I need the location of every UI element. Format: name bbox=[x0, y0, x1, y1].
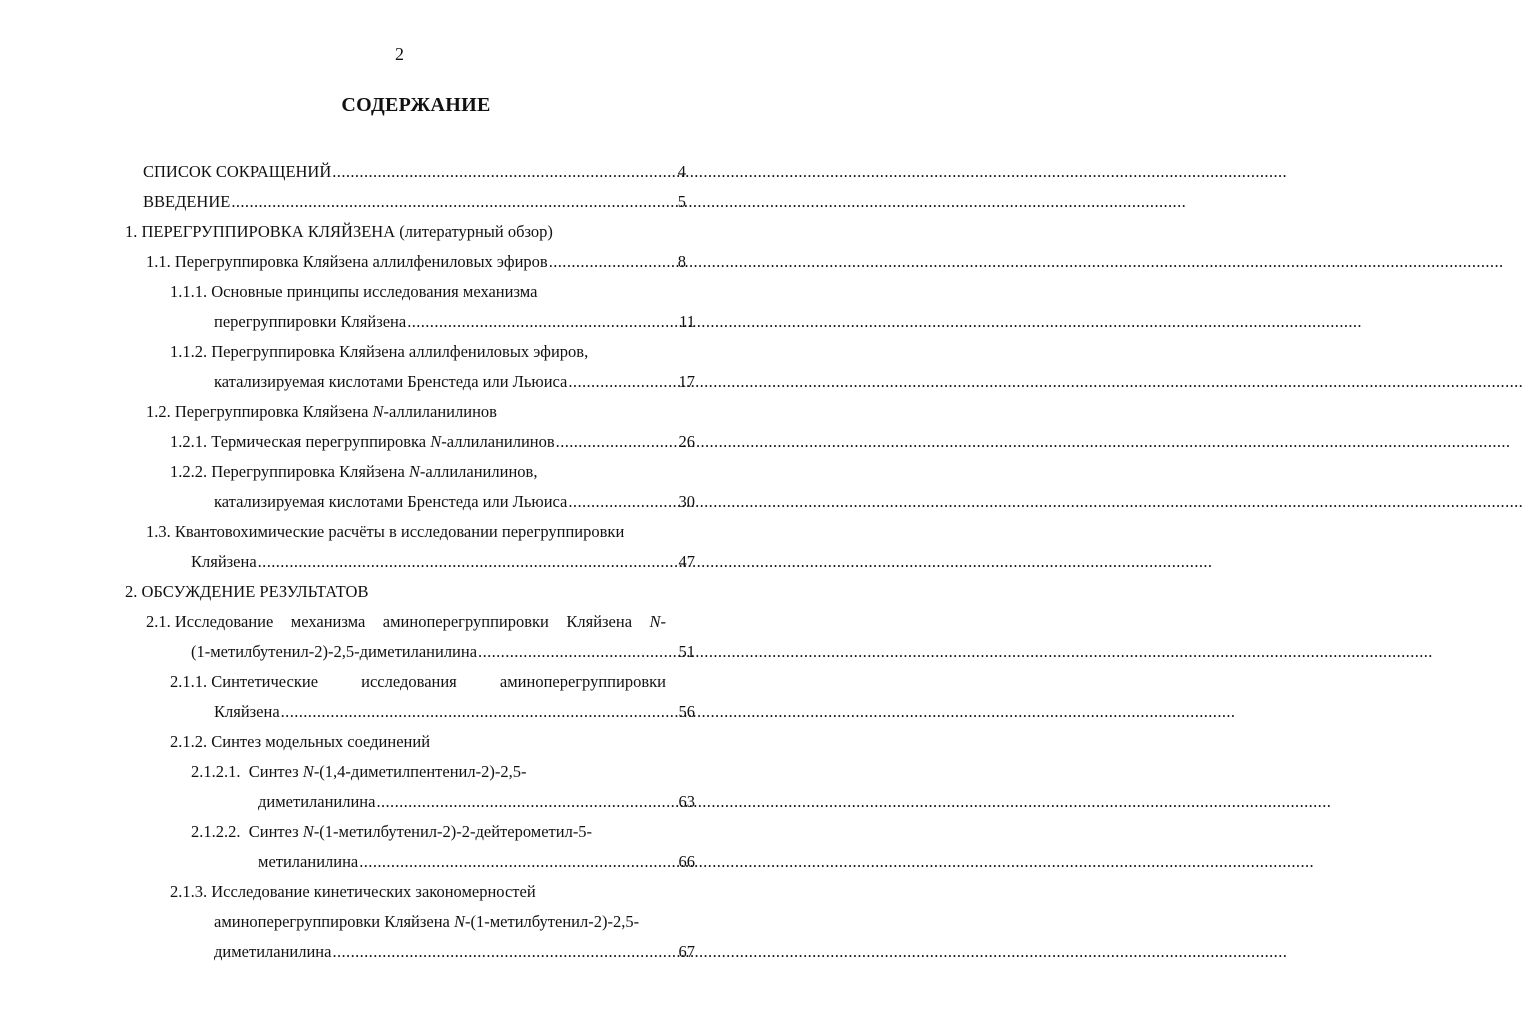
toc-entry-introduction[interactable]: ВВЕДЕНИЕ ..... bbox=[143, 189, 660, 215]
toc-page-number: 67 bbox=[678, 942, 695, 961]
toc-page-number: 11 bbox=[679, 312, 695, 331]
toc-entry-2-1-2-2-cont[interactable]: метиланилина ..... bbox=[258, 849, 661, 875]
leader-dots bbox=[568, 369, 661, 395]
toc-page-number: 4 bbox=[677, 162, 686, 181]
toc-entry-2-1[interactable]: 2.1. Исследование механизма аминоперегруппировки Кляйзена N- bbox=[146, 612, 666, 631]
toc-entry-2-1-2-2[interactable]: 2.1.2.2. Синтез N-(1-метилбутенил-2)-2-дейтерометил-5- bbox=[191, 822, 593, 841]
toc-entry-1-2-1[interactable]: 1.2.1. Термическая перегруппировка N-аллиланилинов ..... bbox=[170, 429, 662, 455]
toc-entry-2-1-cont[interactable]: (1-метилбутенил-2)-2,5-диметиланилина ..... bbox=[191, 639, 661, 665]
leader-dots bbox=[359, 849, 661, 875]
toc-page-number: 30 bbox=[678, 492, 695, 511]
toc-entry-1-2-2-cont[interactable]: катализируемая кислотами Бренстеда или Льюиса ..... bbox=[214, 489, 661, 515]
toc-entry-1-1-2-cont[interactable]: катализируемая кислотами Бренстеда или Льюиса ..... bbox=[214, 369, 661, 395]
toc-entry-abbreviations[interactable]: СПИСОК СОКРАЩЕНИЙ ..... bbox=[143, 159, 660, 185]
leader-dots bbox=[568, 489, 661, 515]
toc-entry-2-1-3[interactable]: 2.1.3. Исследование кинетических закономерностей bbox=[170, 882, 536, 901]
leader-dots bbox=[332, 939, 661, 965]
toc-entry-1-3-cont[interactable]: Кляйзена ..... bbox=[191, 549, 661, 575]
leader-dots bbox=[258, 549, 661, 575]
toc-entry-chapter-2[interactable]: 2. ОБСУЖДЕНИЕ РЕЗУЛЬТАТОВ bbox=[125, 582, 369, 601]
leader-dots bbox=[549, 249, 658, 275]
leader-dots bbox=[376, 789, 661, 815]
toc-entry-chapter-1[interactable]: 1. ПЕРЕГРУППИРОВКА КЛЯЙЗЕНА (литературный обзор) bbox=[125, 222, 553, 241]
leader-dots bbox=[556, 429, 662, 455]
leader-dots bbox=[478, 639, 661, 665]
leader-dots bbox=[281, 699, 663, 725]
toc-page-number: 66 bbox=[678, 852, 695, 871]
toc-entry-1-2[interactable]: 1.2. Перегруппировка Кляйзена N-аллиланилинов bbox=[146, 402, 497, 421]
toc-page-number: 56 bbox=[678, 702, 695, 721]
toc-page-number: 17 bbox=[678, 372, 695, 391]
toc-entry-1-1-2[interactable]: 1.1.2. Перегруппировка Кляйзена аллилфениловых эфиров, bbox=[170, 342, 589, 361]
toc-entry-1-3[interactable]: 1.3. Квантовохимические расчёты в исследовании перегруппировки bbox=[146, 522, 625, 541]
toc-entry-2-1-2-1[interactable]: 2.1.2.1. Синтез N-(1,4-диметилпентенил-2)-2,5- bbox=[191, 762, 527, 781]
leader-dots bbox=[332, 159, 660, 185]
toc-entry-2-1-3-cont[interactable]: аминоперегруппировки Кляйзена N-(1-метилбутенил-2)-2,5- bbox=[214, 912, 640, 931]
page-number: 2 bbox=[395, 44, 404, 64]
toc-page-number: 8 bbox=[677, 252, 686, 271]
toc-page-number: 5 bbox=[677, 192, 686, 211]
toc-entry-2-1-1[interactable]: 2.1.1. Синтетические исследования аминоперегруппировки bbox=[170, 672, 666, 691]
toc-page-number: 63 bbox=[678, 792, 695, 811]
toc-entry-2-1-2[interactable]: 2.1.2. Синтез модельных соединений bbox=[170, 732, 431, 751]
toc-entry-2-1-2-1-cont[interactable]: диметиланилина ..... bbox=[258, 789, 661, 815]
toc-entry-2-1-3-cont2[interactable]: диметиланилина ..... bbox=[214, 939, 661, 965]
toc-entry-1-1-1[interactable]: 1.1.1. Основные принципы исследования механизма bbox=[170, 282, 538, 301]
leader-dots bbox=[407, 309, 661, 335]
leader-dots bbox=[231, 189, 660, 215]
toc-entry-2-1-1-cont[interactable]: Кляйзена ..... bbox=[214, 699, 663, 725]
toc-entry-1-1-1-cont[interactable]: перегруппировки Кляйзена ..... bbox=[214, 309, 661, 335]
toc-page-number: 51 bbox=[678, 642, 695, 661]
toc-page-number: 26 bbox=[678, 432, 695, 451]
toc-page-number: 47 bbox=[678, 552, 695, 571]
toc-entry-1-1[interactable]: 1.1. Перегруппировка Кляйзена аллилфениловых эфиров ..... bbox=[146, 249, 658, 275]
toc-entry-1-2-2[interactable]: 1.2.2. Перегруппировка Кляйзена N-аллиланилинов, bbox=[170, 462, 538, 481]
page-title: СОДЕРЖАНИЕ bbox=[341, 94, 491, 116]
